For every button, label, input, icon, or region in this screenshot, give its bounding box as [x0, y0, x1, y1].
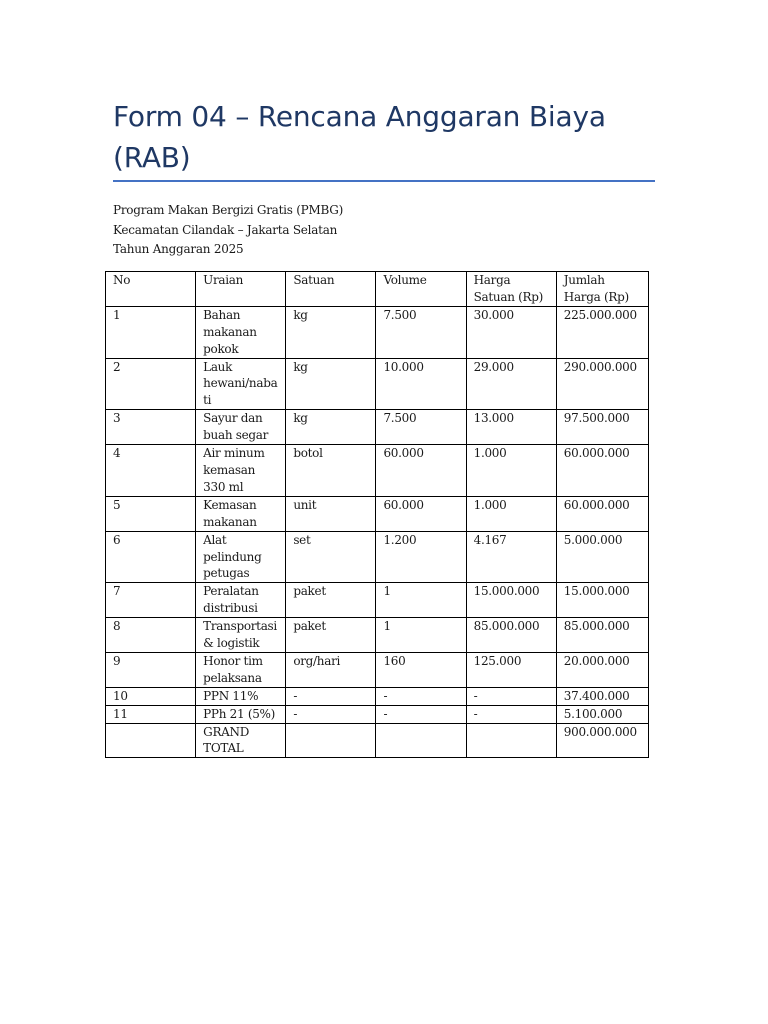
cell-volume: 60.000 — [376, 445, 466, 497]
cell-uraian: Honor tim pelaksana — [196, 652, 286, 687]
cell-volume: 7.500 — [376, 306, 466, 358]
cell-jumlah: 60.000.000 — [556, 496, 648, 531]
cell-harga-satuan: 4.167 — [466, 531, 556, 583]
cell-jumlah: 15.000.000 — [556, 583, 648, 618]
cell-no: 2 — [106, 358, 196, 410]
cell-jumlah: 37.400.000 — [556, 687, 648, 705]
cell-satuan: paket — [286, 583, 376, 618]
cell-volume: - — [376, 687, 466, 705]
header-satuan: Satuan — [286, 272, 376, 307]
cell-volume: 1.200 — [376, 531, 466, 583]
table-row — [106, 410, 649, 445]
cell-no: 11 — [106, 705, 196, 723]
cell-satuan: set — [286, 531, 376, 583]
cell-satuan: paket — [286, 618, 376, 653]
header-harga-satuan: Harga Satuan (Rp) — [466, 272, 556, 307]
cell-uraian: Lauk hewani/nabati — [196, 358, 286, 410]
cell-no: 3 — [106, 410, 196, 445]
cell-satuan: unit — [286, 496, 376, 531]
cell-volume: 1 — [376, 583, 466, 618]
cell-harga-satuan: 29.000 — [466, 358, 556, 410]
cell-satuan: botol — [286, 445, 376, 497]
grand-total-amount: 900.000.000 — [556, 723, 648, 758]
table-row — [106, 652, 649, 687]
budget-table — [105, 271, 649, 758]
table-row — [106, 531, 649, 583]
cell-jumlah: 85.000.000 — [556, 618, 648, 653]
table-row — [106, 618, 649, 653]
cell-uraian: PPN 11% — [196, 687, 286, 705]
cell-volume: 160 — [376, 652, 466, 687]
cell-satuan: - — [286, 687, 376, 705]
program-name: Program Makan Bergizi Gratis (PMBG) — [113, 203, 344, 217]
cell-satuan: kg — [286, 410, 376, 445]
cell-harga-satuan: 30.000 — [466, 306, 556, 358]
cell-no: 9 — [106, 652, 196, 687]
cell-no: 1 — [106, 306, 196, 358]
cell-satuan: kg — [286, 306, 376, 358]
cell-no: 4 — [106, 445, 196, 497]
cell-volume-empty — [376, 723, 466, 758]
cell-uraian: Peralatan distribusi — [196, 583, 286, 618]
table-header-row — [106, 272, 649, 307]
table-row — [106, 687, 649, 705]
header-jumlah-harga: Jumlah Harga (Rp) — [556, 272, 648, 307]
cell-satuan-empty — [286, 723, 376, 758]
cell-no: 6 — [106, 531, 196, 583]
header-no: No — [106, 272, 196, 307]
cell-jumlah: 225.000.000 — [556, 306, 648, 358]
cell-volume: 10.000 — [376, 358, 466, 410]
cell-harga-satuan-empty — [466, 723, 556, 758]
table-row — [106, 306, 649, 358]
cell-harga-satuan: 15.000.000 — [466, 583, 556, 618]
cell-satuan: kg — [286, 358, 376, 410]
cell-jumlah: 5.100.000 — [556, 705, 648, 723]
header-uraian: Uraian — [196, 272, 286, 307]
cell-uraian: Air minum kemasan 330 ml — [196, 445, 286, 497]
cell-satuan: - — [286, 705, 376, 723]
cell-uraian: Bahan makanan pokok — [196, 306, 286, 358]
cell-harga-satuan: 1.000 — [466, 445, 556, 497]
grand-total-row — [106, 723, 649, 758]
title-divider — [113, 180, 655, 182]
table-row — [106, 445, 649, 497]
location-line: Kecamatan Cilandak – Jakarta Selatan — [113, 222, 338, 237]
cell-jumlah: 5.000.000 — [556, 531, 648, 583]
cell-jumlah: 20.000.000 — [556, 652, 648, 687]
table-row — [106, 705, 649, 723]
cell-harga-satuan: 125.000 — [466, 652, 556, 687]
table-row — [106, 583, 649, 618]
cell-uraian: Sayur dan buah segar — [196, 410, 286, 445]
cell-harga-satuan: 1.000 — [466, 496, 556, 531]
page-title: Form 04 – Rencana Anggaran Biaya (RAB) — [113, 100, 606, 174]
cell-jumlah: 60.000.000 — [556, 445, 648, 497]
cell-volume: 1 — [376, 618, 466, 653]
document-meta — [113, 201, 343, 260]
cell-harga-satuan: - — [466, 705, 556, 723]
cell-no: 7 — [106, 583, 196, 618]
cell-volume: 60.000 — [376, 496, 466, 531]
cell-harga-satuan: 85.000.000 — [466, 618, 556, 653]
cell-jumlah: 290.000.000 — [556, 358, 648, 410]
cell-uraian: Transportasi & logistik — [196, 618, 286, 653]
cell-uraian: Kemasan makanan — [196, 496, 286, 531]
cell-no: 10 — [106, 687, 196, 705]
cell-uraian: Alat pelindung petugas — [196, 531, 286, 583]
cell-volume: - — [376, 705, 466, 723]
grand-total-label: GRAND TOTAL — [196, 723, 286, 758]
cell-volume: 7.500 — [376, 410, 466, 445]
cell-jumlah: 97.500.000 — [556, 410, 648, 445]
header-volume: Volume — [376, 272, 466, 307]
cell-satuan: org/hari — [286, 652, 376, 687]
cell-no: 8 — [106, 618, 196, 653]
cell-no-empty — [106, 723, 196, 758]
cell-no: 5 — [106, 496, 196, 531]
cell-harga-satuan: - — [466, 687, 556, 705]
cell-uraian: PPh 21 (5%) — [196, 705, 286, 723]
table-row — [106, 358, 649, 410]
cell-harga-satuan: 13.000 — [466, 410, 556, 445]
fiscal-year-line: Tahun Anggaran 2025 — [113, 242, 244, 256]
table-row — [106, 496, 649, 531]
